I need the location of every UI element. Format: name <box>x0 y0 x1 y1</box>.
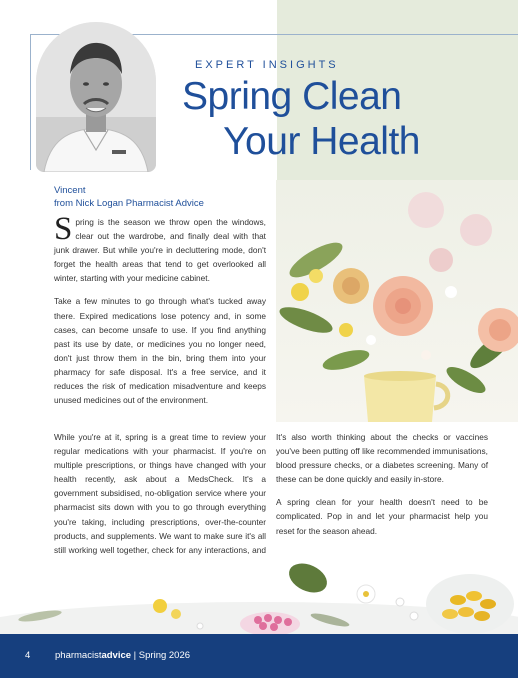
paragraph-4: It's also worth thinking about the checks or vaccines you've been putting off like recommended immunisations, blood pressure checks, or a diabetes screening. Many of these can be done quickly and easily in-store. <box>276 432 488 485</box>
paragraph-2: Take a few minutes to go through what's tucked away there. Expired medications lose potency and, in some cases, can become unsafe to use. If you find anything past its use by date, or medicines you no longer need, don't just throw them in the bin, bring them into your pharmacy for safe disposal. It's a free service, and it reduces the risk of medication misadventure and keeps unused medicines out of the environment. <box>54 296 266 406</box>
author-affiliation: from Nick Logan Pharmacist Advice <box>54 198 204 209</box>
issue-label: | Spring 2026 <box>131 650 191 661</box>
paragraph-5: A spring clean for your health doesn't need to be complicated. Pop in and let your pharmacist help you reset for the season ahead. <box>276 497 488 536</box>
article-column-top-left <box>54 211 266 416</box>
page-footer <box>0 634 518 678</box>
title-line-1: Spring Clean <box>182 75 402 118</box>
paragraph-1 <box>54 211 266 285</box>
paragraph-1-text: pring is the season we throw open the windows, clear out the wardrobe, and finally deal with that junk drawer. But while you're in decluttering mode, don't forget the health areas that tend to get overlooked all winter, starting with your medicine cabinet. <box>54 217 266 284</box>
title-line-2: Your Health <box>223 120 420 163</box>
brand-bold: advice <box>101 650 132 661</box>
flower-vase-image <box>276 180 518 422</box>
bottom-decoration-image <box>0 556 518 634</box>
article-title <box>180 74 440 164</box>
author-byline <box>54 184 204 210</box>
page-number: 4 <box>25 650 31 661</box>
paragraph-3: While you're at it, spring is a great time to review your regular medications with your pharmacist. If you're on multiple prescriptions, or things have changed with your health recently, ask about a MedsCheck. It's a government subsidised, no-obligation service where your pharmacist sits down with you to go through everything you're taking, including prescriptions, over-the-counter products, and supplements. We want to make sure it's all still working well together, check for any interactions, and <box>54 432 266 555</box>
magazine-issue <box>55 650 190 661</box>
left-rule-line <box>30 34 31 170</box>
author-portrait <box>36 22 156 172</box>
drop-cap: S <box>54 211 73 247</box>
article-column-bottom-right <box>276 430 488 547</box>
section-kicker: EXPERT INSIGHTS <box>195 59 339 71</box>
brand-regular: pharmacist <box>55 650 102 661</box>
author-name: Vincent <box>54 185 86 196</box>
